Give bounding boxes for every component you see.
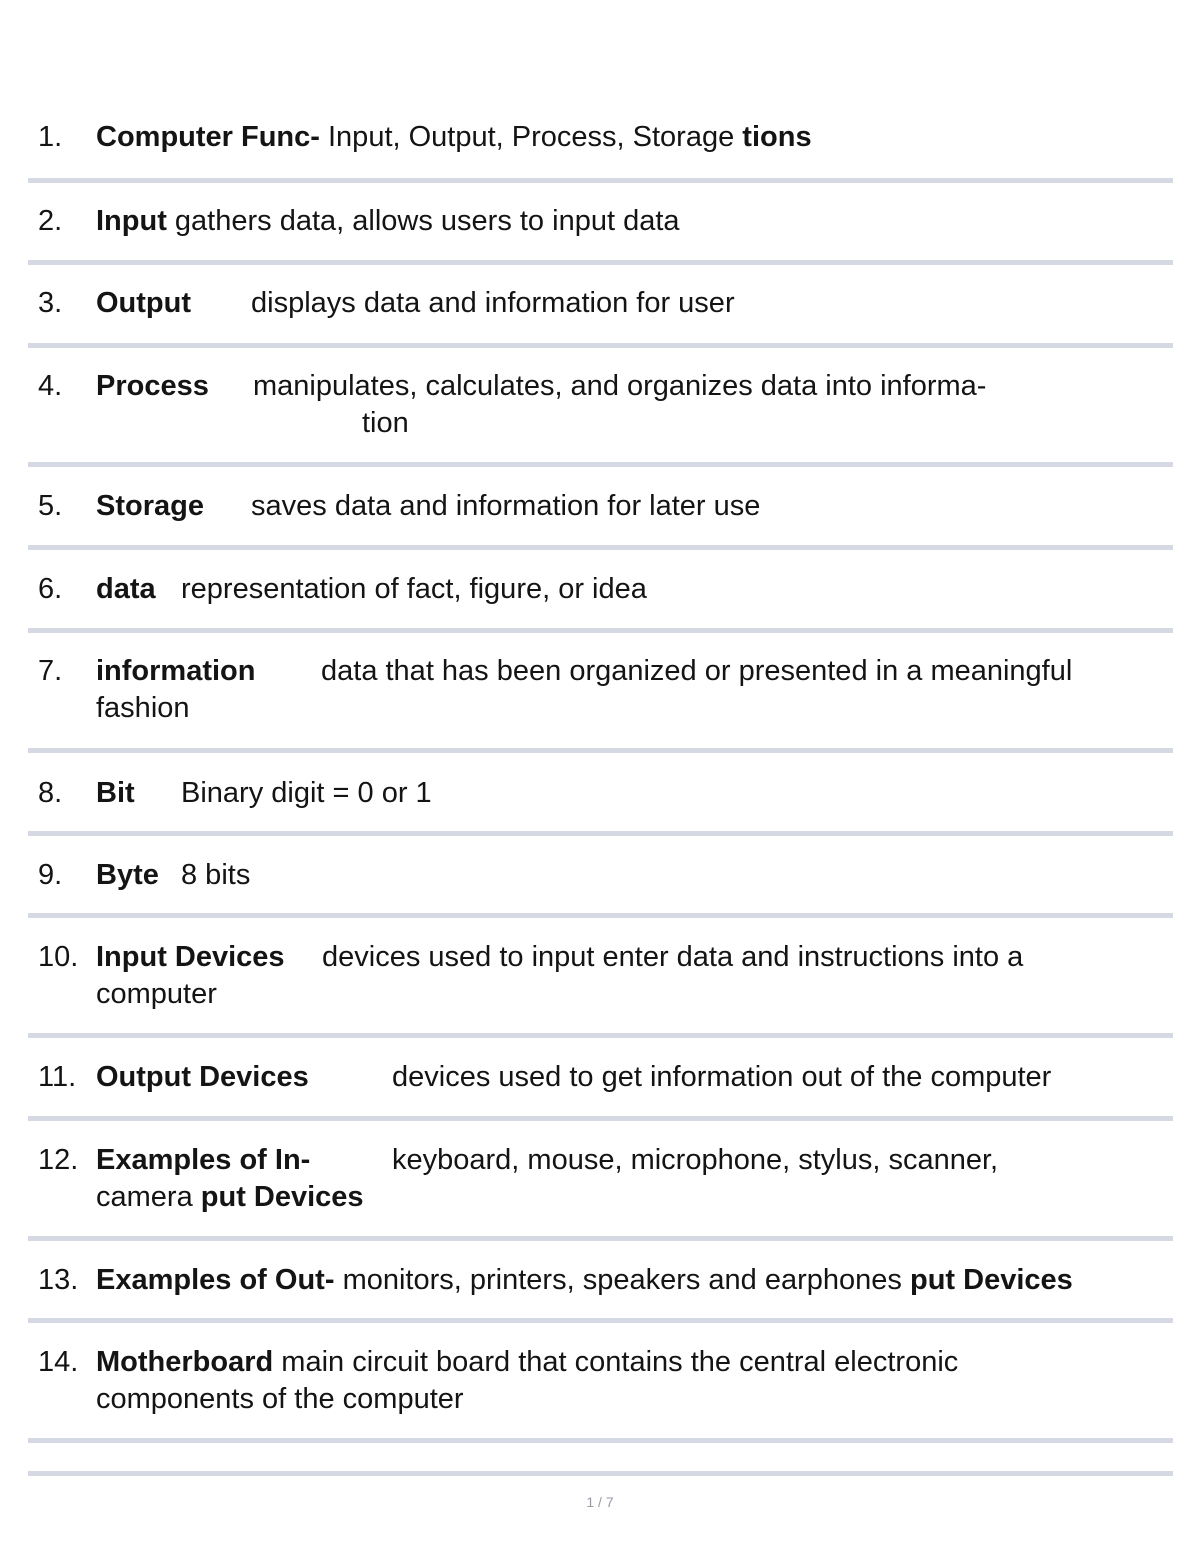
definition: saves data and information for later use xyxy=(251,490,761,522)
definition-continuation: computer xyxy=(96,978,217,1010)
item-number: 5. xyxy=(38,490,63,522)
definition: devices used to get information out of the computer xyxy=(392,1061,1052,1093)
divider xyxy=(28,1033,1173,1038)
term: data xyxy=(96,573,156,605)
divider xyxy=(28,628,1173,633)
item-number: 3. xyxy=(38,287,63,319)
term: Examples of In- xyxy=(96,1144,311,1176)
definition: devices used to input enter data and instructions into a xyxy=(322,941,1024,973)
divider xyxy=(28,1318,1173,1323)
definition: displays data and information for user xyxy=(251,287,735,319)
term-continuation: put Devices xyxy=(200,1181,364,1213)
definition: gathers data, allows users to input data xyxy=(174,205,680,237)
item-number: 14. xyxy=(38,1346,79,1378)
term: Input Devices xyxy=(96,941,285,973)
term: Motherboard xyxy=(96,1346,274,1378)
item-number: 10. xyxy=(38,941,79,973)
term: Computer Func- xyxy=(96,121,320,153)
divider xyxy=(28,1116,1173,1121)
item-number: 6. xyxy=(38,573,63,605)
item-number: 9. xyxy=(38,859,63,891)
divider xyxy=(28,260,1173,265)
item-number: 7. xyxy=(38,655,63,687)
item-number: 4. xyxy=(38,370,63,402)
definition-continuation: tion xyxy=(362,407,409,439)
item-number: 11. xyxy=(38,1061,77,1093)
term: information xyxy=(96,655,256,687)
definition-continuation: fashion xyxy=(96,692,190,724)
definition-continuation: components of the computer xyxy=(96,1383,464,1415)
definition: main circuit board that contains the central electronic xyxy=(281,1346,959,1378)
term: Input xyxy=(96,205,167,237)
definition: manipulates, calculates, and organizes data into informa- xyxy=(253,370,987,402)
term: Output Devices xyxy=(96,1061,309,1093)
item-number: 1. xyxy=(38,121,63,153)
divider xyxy=(28,343,1173,348)
divider xyxy=(28,913,1173,918)
item-number: 8. xyxy=(38,777,63,809)
item-number: 2. xyxy=(38,205,63,237)
divider xyxy=(28,1438,1173,1443)
definition: keyboard, mouse, microphone, stylus, scanner, xyxy=(392,1144,999,1176)
divider xyxy=(28,1471,1173,1476)
divider xyxy=(28,545,1173,550)
page-indicator: 1 / 7 xyxy=(586,1494,614,1510)
divider xyxy=(28,748,1173,753)
definition: data that has been organized or presented in a meaningful xyxy=(321,655,1073,687)
divider xyxy=(28,462,1173,467)
divider xyxy=(28,178,1173,183)
definition: monitors, printers, speakers and earphones xyxy=(342,1264,902,1296)
definition: representation of fact, figure, or idea xyxy=(181,573,647,605)
divider xyxy=(28,831,1173,836)
term: Process xyxy=(96,370,209,402)
divider xyxy=(28,1236,1173,1241)
definition: 8 bits xyxy=(181,859,251,891)
item-number: 13. xyxy=(38,1264,79,1296)
term: Examples of Out- xyxy=(96,1264,335,1296)
definition: Input, Output, Process, Storage xyxy=(328,121,735,153)
term: Bit xyxy=(96,777,135,809)
term: Output xyxy=(96,287,192,319)
term: Storage xyxy=(96,490,204,522)
term-continuation: put Devices xyxy=(909,1264,1073,1296)
item-number: 12. xyxy=(38,1144,79,1176)
term: Byte xyxy=(96,859,159,891)
definition-continuation: camera xyxy=(96,1181,193,1213)
definition: Binary digit = 0 or 1 xyxy=(181,777,432,809)
term-continuation: tions xyxy=(742,121,812,153)
